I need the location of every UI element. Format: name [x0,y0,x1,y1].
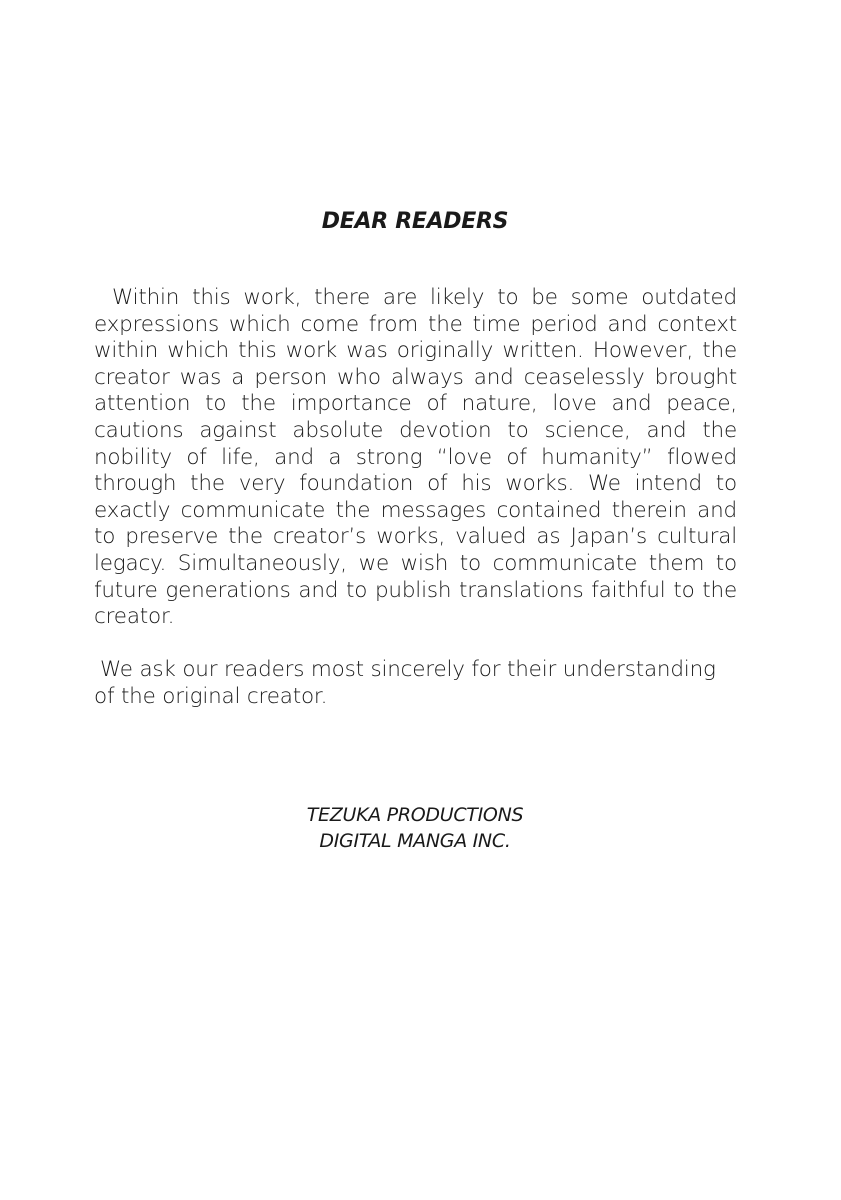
letter-paragraph-1: Within this work, there are likely to be some outdated expressions which come from the time period and context within which this work was originally written. However, the creator was a person who always and ceaselessly brought attention to the importance of nature, love and peace, cautions against absolute devotion to science, and the nobility of life, and a strong “love of humanity” flowed through the very foundation of his works. We intend to exactly communicate the messages contained therein and to preserve the creator’s works, valued as Japan’s cultural legacy. Simultaneously, we wish to communicate them to future generations and to publish translations faithful to the creator. [94,285,737,630]
letter-paragraph-2: We ask our readers most sincerely for their understanding of the original creator. [94,657,716,709]
letter-title: DEAR READERS [321,209,509,234]
signature-tezuka-productions: TEZUKA PRODUCTIONS [306,804,524,826]
signature-block [0,802,830,854]
signature-digital-manga: DIGITAL MANGA INC. [319,830,511,852]
